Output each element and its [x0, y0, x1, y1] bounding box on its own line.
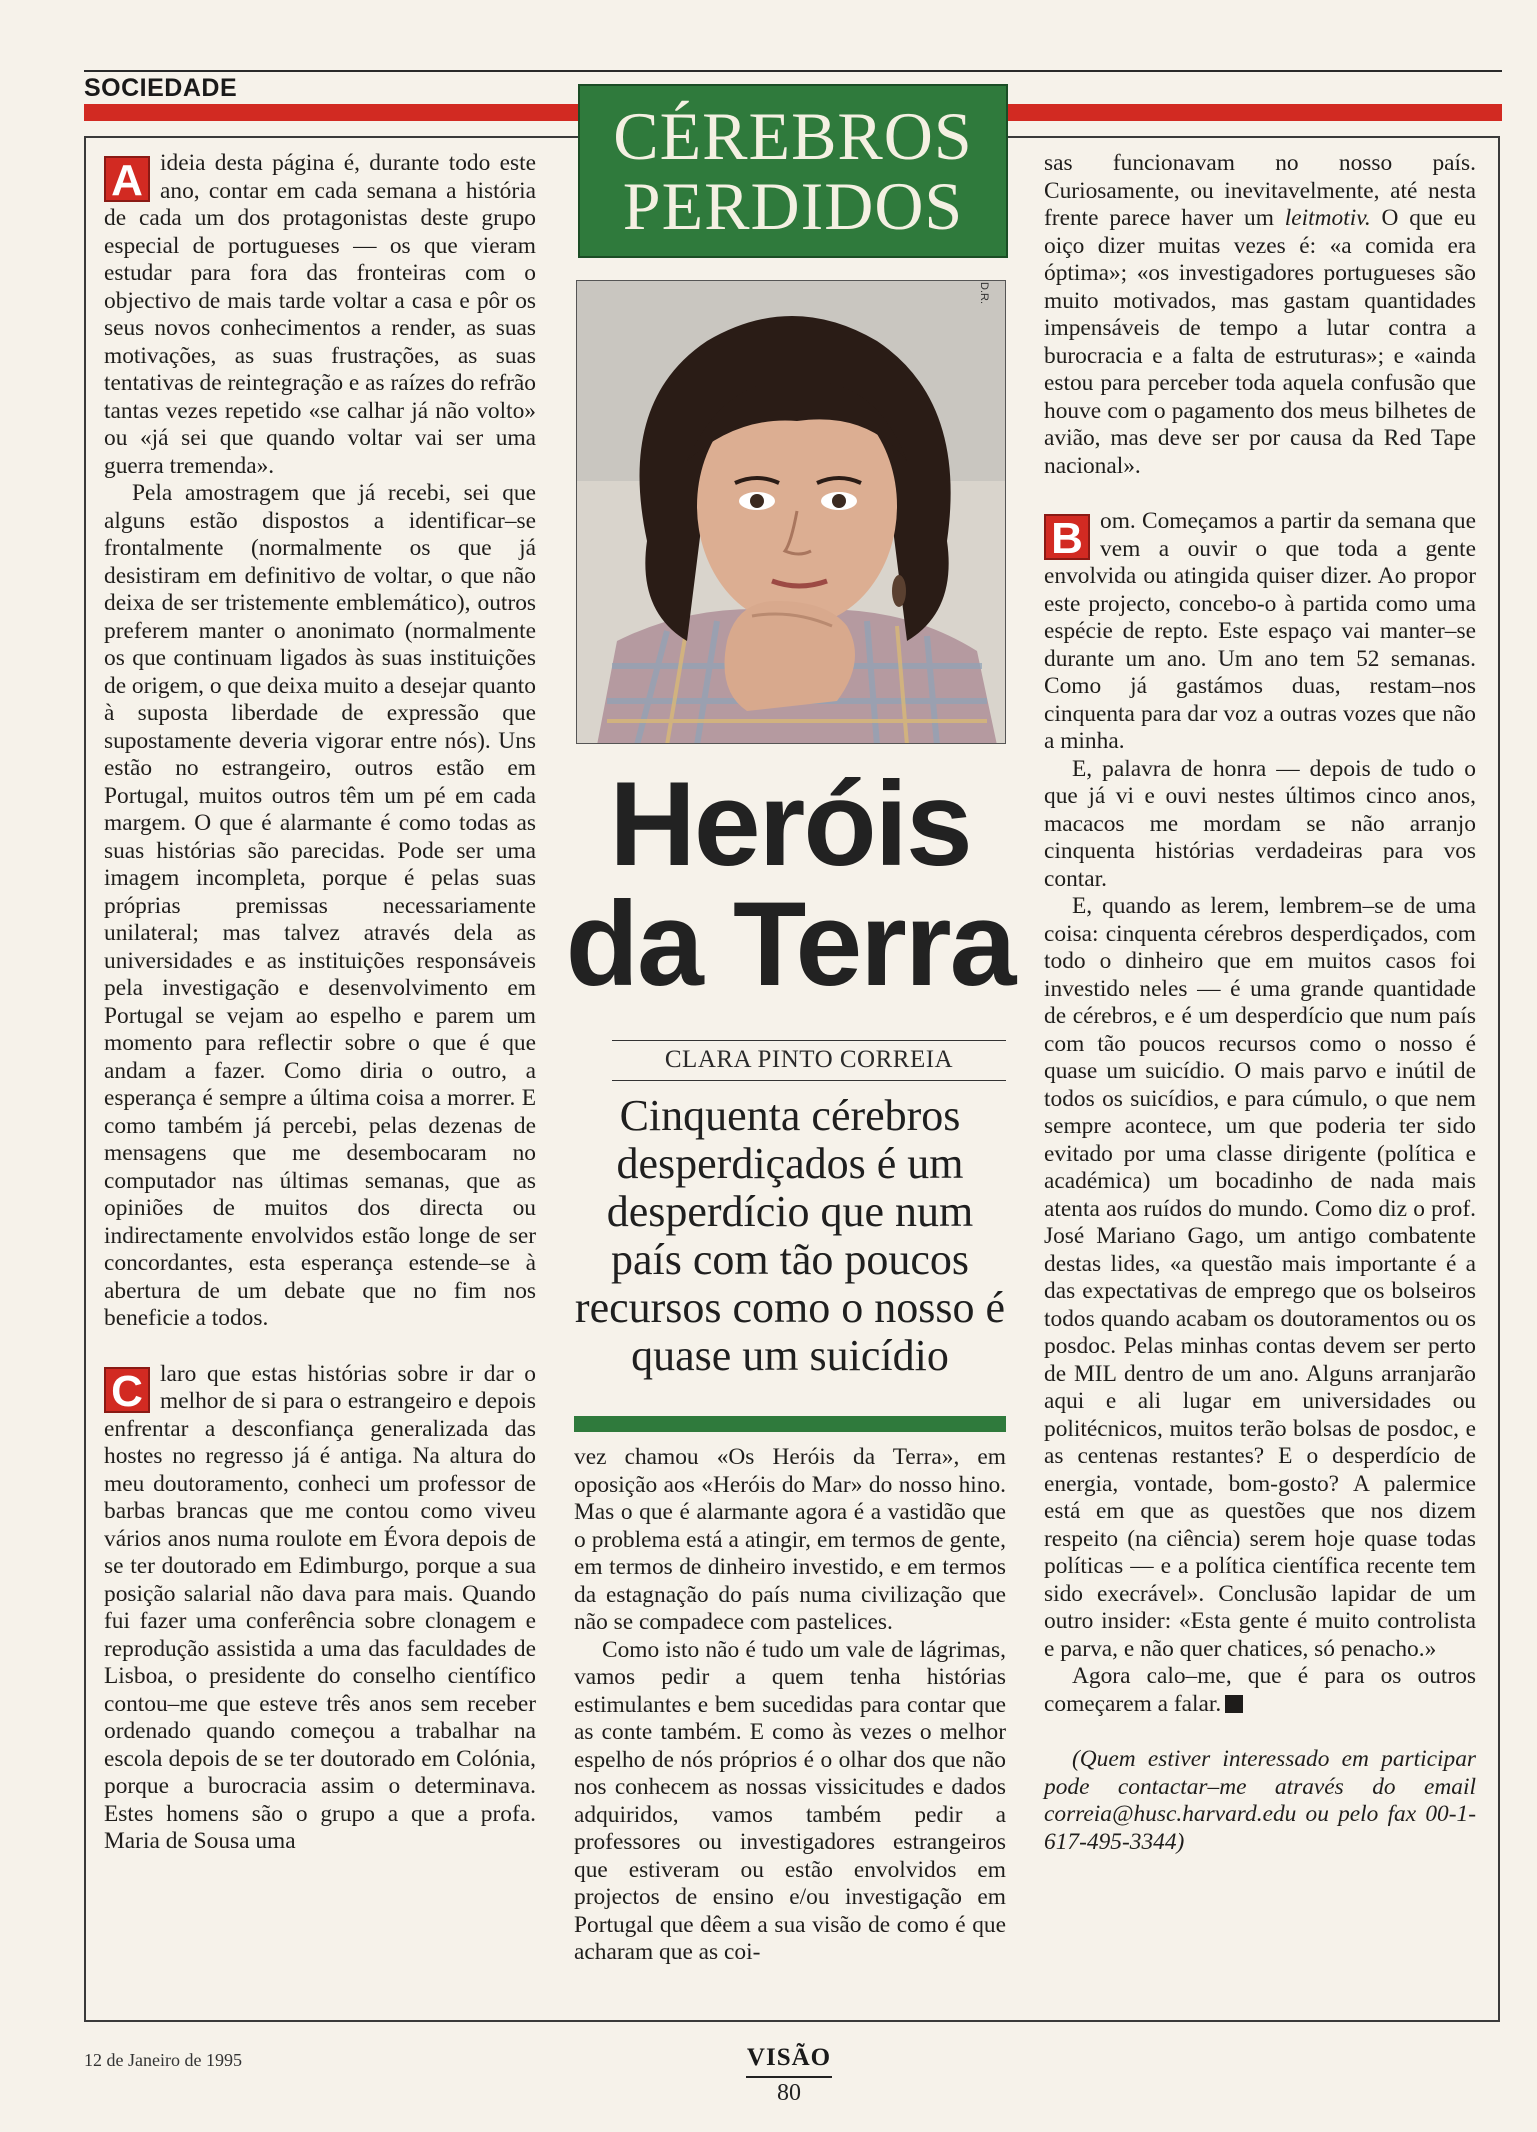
text-column-2 — [574, 1444, 1006, 1967]
byline: CLARA PINTO CORREIA — [664, 1046, 954, 1073]
paragraph-emphasis: leitmotiv. — [1284, 205, 1371, 231]
paragraph-text: laro que estas histórias sobre ir dar o melhor de si para o estrangeiro e depois enfrentar a desconfiança generalizada das hostes no regresso já é antiga. Na altura do meu doutoramento, conheci um professor de barbas brancas que me contou como viveu vários anos numa roulote em Évora depois de se ter doutorado em Edimburgo, porque a sua posição salarial não dava para mais. Quando fui fazer uma conferência sobre clonagem e reprodução assistida a uma das faculdades de Lisboa, o presidente do conselho científico contou–me que esteve três anos sem receber ordenado quando começou a trabalhar na escola depois de se ter doutorado em Colónia, porque a burocracia assim o determinava. Estes homens são o grupo a que a profa. Maria de Sousa uma — [104, 1360, 536, 1854]
end-of-article-icon — [1225, 1695, 1243, 1713]
paragraph: vez chamou «Os Heróis da Terra», em oposição aos «Heróis do Mar» do nosso hino. Mas o que é alarmante agora é a vastidão que o problema está a atingir, em termos de gente, em termos de dinheiro investido, e em termos da estagnação do país numa civilização que não se compadece com pastelices. — [574, 1444, 1006, 1635]
issue-date: 12 de Janeiro de 1995 — [84, 2050, 242, 2070]
series-title-box — [578, 84, 1008, 258]
green-rule — [574, 1416, 1006, 1432]
byline-rule-top — [612, 1040, 1006, 1041]
dropcap-a: A — [104, 156, 150, 202]
headline-line1: Heróis — [609, 757, 971, 891]
paragraph — [1044, 508, 1476, 756]
byline-rule-bottom — [612, 1080, 1006, 1081]
page-number: 80 — [777, 2080, 801, 2106]
magazine-rule — [746, 2076, 832, 2078]
series-title-line1: CÉREBROS — [613, 98, 973, 174]
paragraph-text: Agora calo–me, que é para os outros começarem a falar. — [1044, 1663, 1476, 1717]
series-title-line2: PERDIDOS — [622, 168, 964, 244]
paragraph: Pela amostragem que já recebi, sei que alguns estão dispostos a identificar–se frontalmente (normalmente os que já desistiram em definitivo de voltar, o que não deixa de ser tristemente emblemático), outros preferem manter o anonimato (normalmente os que continuam ligados às suas instituições de origem, o que deixa muito a desejar quanto à suposta liberdade de expressão que supostamente deveria vigorar entre nós). Uns estão no estrangeiro, outros estão em Portugal, muitos outros têm um pé em cada margem. O que é alarmante é como todas as suas histórias são parecidas. Pode ser uma imagem incompleta, porque é pelas suas próprias premissas necessariamente unilateral; mas talvez através dela as universidades e as instituições responsáveis pela investigação e desenvolvimento em Portugal se vejam ao espelho e parem um momento para reflectir sobre o que é que andam a fazer. Como diria o outro, a esperança é sempre a última coisa a morrer. E como também já percebi, pelas dezenas de mensagens que me desembocaram no computador nas últimas semanas, que as opiniões de muitos dos directa ou indirectamente envolvidos estão longe de ser concordantes, esta esperança estende–se à abertura de um debate que no fim nos beneficie a todos. — [104, 480, 536, 1331]
top-rule — [84, 70, 1502, 72]
dropcap-c: C — [104, 1367, 150, 1413]
standfirst: Cinquenta cérebros desperdiçados é um desperdício que num país com tão poucos recursos como o nosso é quase um suicídio — [574, 1091, 1006, 1380]
portrait-illustration — [577, 281, 1006, 744]
paragraph — [104, 150, 536, 480]
paragraph-text: om. Começamos a partir da semana que vem a ouvir o que toda a gente envolvida ou atingida quiser dizer. Ao propor este projecto, concebo-o à partida como uma espécie de repto. Este espaço vai manter–se durante um ano. Um ano tem 52 semanas. Como já gastámos duas, restam–nos cinquenta para dar voz a outras vozes que não a minha. — [1044, 508, 1476, 754]
text-column-3 — [1044, 150, 1476, 1856]
paragraph-text: sas funcionavam no nosso país. Curiosamente, ou inevitavelmente, até nesta frente parece haver um — [1044, 150, 1476, 231]
paragraph: E, palavra de honra — depois de tudo o que já vi e ouvi nestes últimos cinco anos, macacos me mordam se não arranjo cinquenta histórias verdadeiras para vos contar. — [1044, 755, 1476, 892]
section-label: SOCIEDADE — [84, 74, 238, 102]
paragraph — [104, 1361, 536, 1856]
red-rule-right — [1008, 104, 1502, 121]
paragraph: E, quando as lerem, lembrem–se de uma coisa: cinquenta cérebros desperdiçados, com todo o dinheiro que em muitos casos foi investido neles — é uma grande quantidade de cérebros, e é um desperdício que num país com tão poucos recursos como o nosso é quase um suicídio. O mais parvo e inútil de todos os suicídios, e para cúmulo, o que nem sempre acontece, um que poderia ter sido evitado por uma classe dirigente (política e académica) um bocadinho de nada mais atenta aos ruídos do mundo. Como diz o prof. José Mariano Gago, um antigo combatente destas lides, «a questão mais importante é a das expectativas de emprego que os bolseiros todos quando acabam os doutoramentos ou os posdoc. Pelas minhas contas devem ser perto de MIL dentro de um ano. Alguns arranjarão aqui e ali lugar em universidades ou politécnicos, muitos terão bolsas de posdoc, e as centenas restantes? E o desperdício de energia, vontade, bom-gosto? A palermice está em que as questões que nos dizem respeito (na ciência) serem hoje quase todas políticas — e a política científica recente tem sido execrável». Conclusão lapidar de um outro insider: «Esta gente é muito controlista e parva, e não quer chatices, só penacho.» — [1044, 893, 1476, 1662]
article-headline — [540, 757, 1040, 1011]
contact-note-text: (Quem estiver interessado em participar pode contactar–me através do email correia@husc.harvard.edu ou pelo fax 00-1-617-495-3344) — [1044, 1746, 1476, 1855]
red-rule-left — [84, 104, 578, 121]
author-portrait-photo — [576, 280, 1006, 744]
paragraph-text: ideia desta página é, durante todo este ano, contar em cada semana a história de cada um dos protagonistas deste grupo especial de portugueses — os que vieram estudar para fora das fronteiras com o objectivo de mais tarde voltar a casa e pôr os seus novos conhecimentos a render, as suas motivações, as suas frustrações, as suas tentativas de reintegração e as raízes do refrão tantas vezes repetido «se calhar já não volto» ou «já sei que quando voltar vai ser uma guerra tremenda». — [104, 150, 536, 479]
text-column-1 — [104, 150, 536, 1856]
photo-credit: D.R. — [978, 282, 990, 304]
contact-note — [1044, 1746, 1476, 1856]
paragraph — [1044, 1663, 1476, 1718]
paragraph-text: O que eu oiço dizer muitas vezes é: «a comida era óptima»; «os investigadores portugueses são muito motivados, mas gastam quantidades impensáveis de tempo a lutar contra a burocracia e a falta de estruturas»; e «ainda estou para perceber toda aquela confusão que houve com o pagamento dos meus bilhetes de avião, mas deve ser por causa da Red Tape nacional». — [1044, 205, 1476, 479]
dropcap-b: B — [1044, 514, 1090, 560]
paragraph — [1044, 150, 1476, 480]
paragraph: Como isto não é tudo um vale de lágrimas, vamos pedir a quem tenha histórias estimulantes e bem sucedidas para contar que as conte também. E como às vezes o melhor espelho de nós próprios é o olhar dos que não nos conhecem as nossas vissicitudes e dados adquiridos, vamos também pedir a professores ou investigadores estrangeiros que estiveram ou estão envolvidos em projectos de ensino e/ou investigação em Portugal que dêem a sua visão de como é que acharam que as coi- — [574, 1636, 1006, 1965]
headline-line2: da Terra — [565, 877, 1015, 1011]
magazine-name: VISÃO — [746, 2044, 832, 2071]
